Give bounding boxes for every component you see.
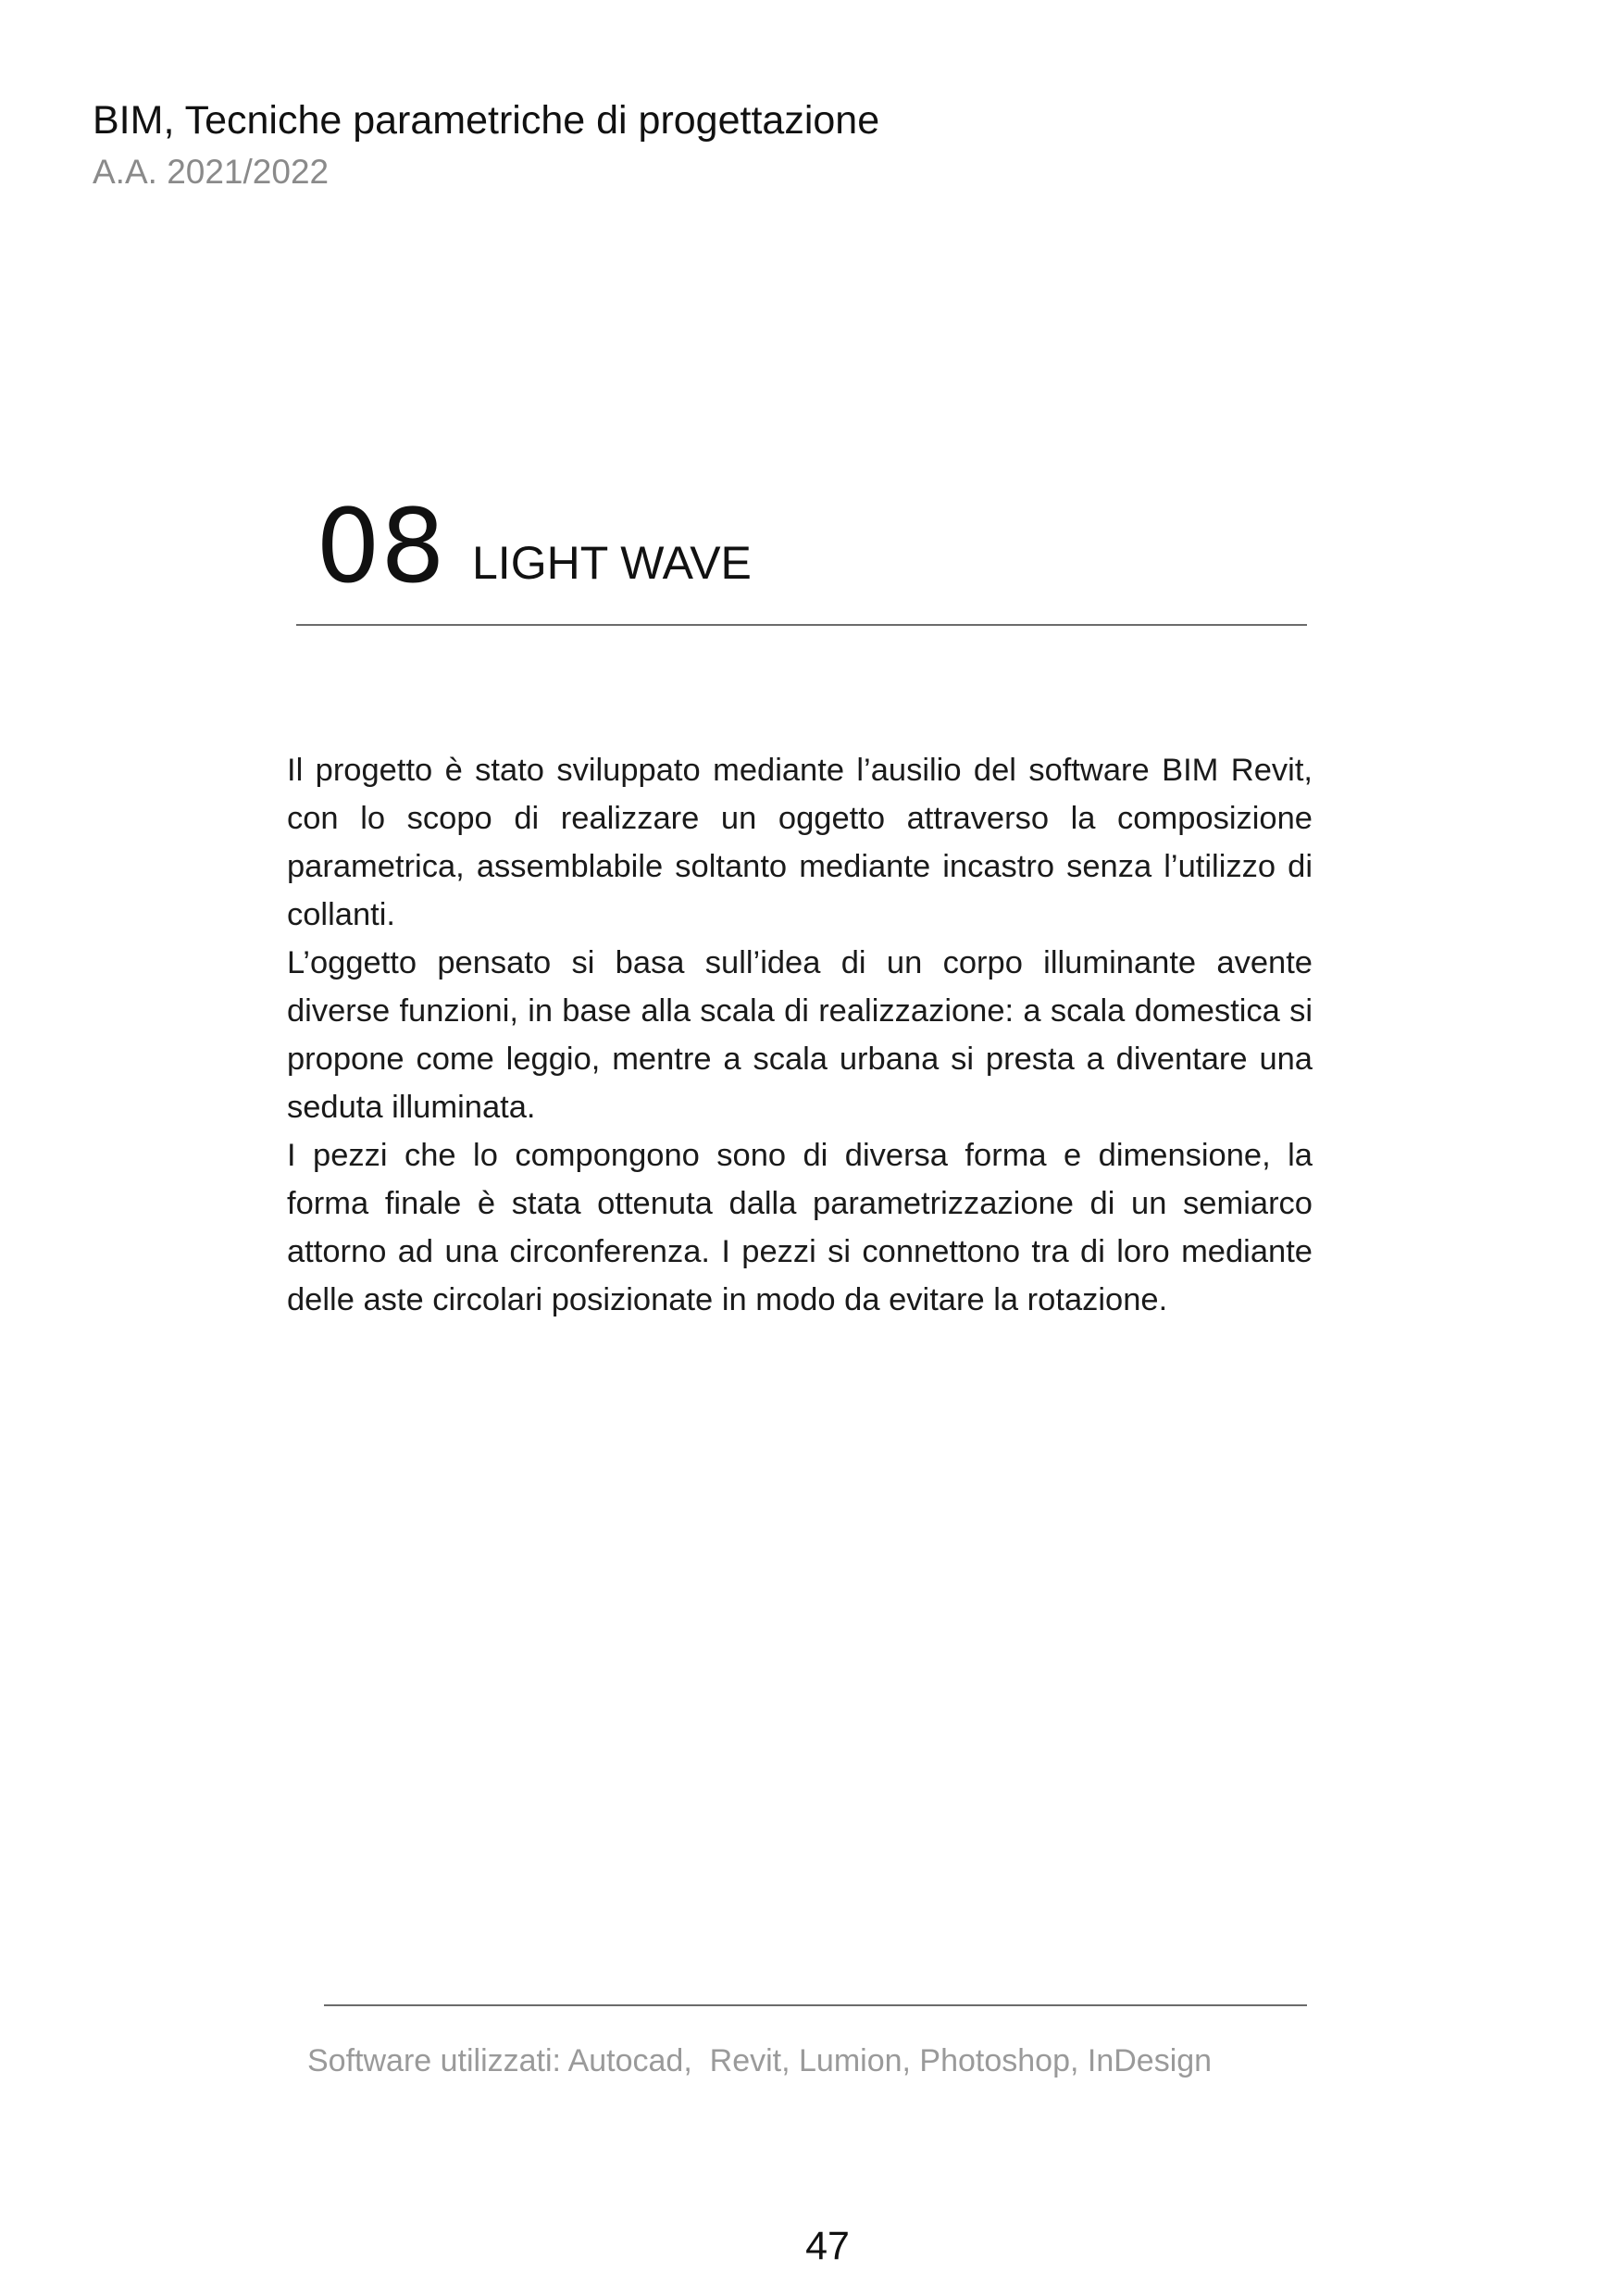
page-number: 47	[805, 2224, 850, 2268]
body-paragraph: I pezzi che lo compongono sono di diversa forma e dimensione, la forma finale è stata ottenuta dalla parametrizzazione di un semiarco attorno ad una circonferenza. I pezzi si connettono tra di loro mediante delle aste circolari posizionate in modo da evitare la rotazione.	[287, 1138, 1313, 1317]
bottom-divider	[324, 2004, 1307, 2006]
body-text	[287, 746, 1313, 1324]
chapter-title: LIGHT WAVE	[472, 537, 752, 589]
academic-year: A.A. 2021/2022	[93, 153, 330, 191]
top-divider	[296, 624, 1307, 626]
document-title: BIM, Tecniche parametriche di progettazione	[93, 98, 880, 143]
body-paragraph: Il progetto è stato sviluppato mediante l’ausilio del software BIM Revit, con lo scopo di realizzare un oggetto attraverso la composizione parametrica, assemblabile soltanto mediante incastro senza l’utilizzo di collanti.	[287, 753, 1313, 932]
chapter-number: 08	[316, 487, 445, 605]
body-paragraph: L’oggetto pensato si basa sull’idea di un corpo illuminante avente diverse funzioni, in base alla scala di realizzazione: a scala domestica si propone come leggio, mentre a scala urbana si presta a diventare una seduta illuminata.	[287, 945, 1313, 1125]
software-used: Software utilizzati: Autocad, Revit, Lumion, Photoshop, InDesign	[307, 2043, 1213, 2078]
